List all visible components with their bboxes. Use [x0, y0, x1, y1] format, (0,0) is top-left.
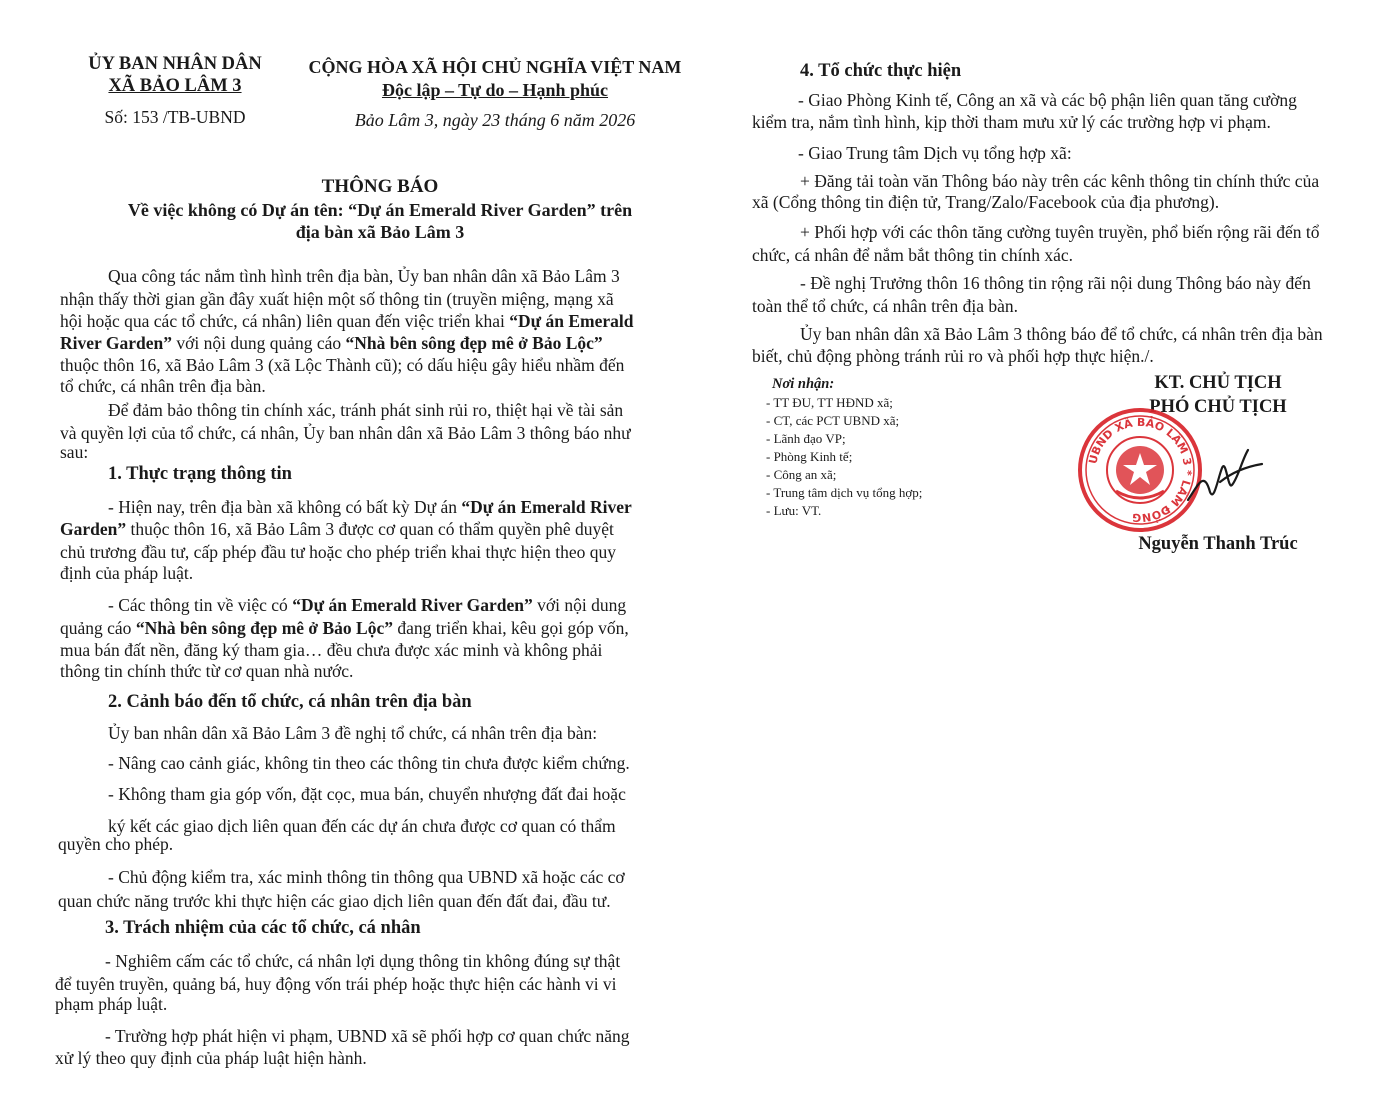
org-commune: XÃ BẢO LÂM 3 [108, 76, 242, 96]
signer-title: PHÓ CHỦ TỊCH [1149, 397, 1287, 417]
recipients-label: Nơi nhận: [772, 376, 835, 392]
intro-line: thuộc thôn 16, xã Bảo Lâm 3 (xã Lộc Thành cũ); có dấu hiệu gây hiểu nhầm đến [60, 355, 625, 375]
s1-line: mua bán đất nền, đăng ký tham gia… đều chưa được xác minh và không phải [60, 640, 603, 660]
s4-line: + Phối hợp với các thôn tăng cường tuyên truyền, phổ biến rộng rãi đến tổ [800, 222, 1320, 242]
notice-subject-line1: Về việc không có Dự án tên: “Dự án Emerald River Garden” trên [127, 200, 633, 220]
recipient-item: - Lưu: VT. [766, 503, 822, 518]
s3-line: phạm pháp luật. [55, 994, 168, 1014]
s1-line: - Các thông tin về việc có “Dự án Emerald River Garden” với nội dung [108, 595, 627, 615]
s4-line: xã (Cổng thông tin điện tử, Trang/Zalo/Facebook của địa phương). [752, 192, 1220, 212]
recipient-item: - TT ĐU, TT HĐND xã; [766, 395, 893, 410]
intro-line: Để đảm bảo thông tin chính xác, tránh phát sinh rủi ro, thiệt hại về tài sản [108, 400, 624, 420]
s4-line: - Giao Phòng Kinh tế, Công an xã và các bộ phận liên quan tăng cường [798, 90, 1297, 110]
intro-line: tổ chức, cá nhân trên địa bàn. [60, 376, 266, 396]
s4-line: chức, cá nhân để nắm bắt thông tin chính xác. [752, 245, 1073, 265]
s2-line: ký kết các giao dịch liên quan đến các dự án chưa được cơ quan có thẩm [108, 816, 616, 836]
issue-date: Bảo Lâm 3, ngày 23 tháng 6 năm 2026 [354, 110, 636, 130]
s2-line: - Chủ động kiểm tra, xác minh thông tin thông qua UBND xã hoặc các cơ [108, 867, 625, 887]
svg-text:UBND XÃ BẢO LÂM 3 * LÂM ĐỒNG: UBND XÃ BẢO LÂM 3 * LÂM ĐỒNG [1086, 415, 1195, 525]
s3-line: xử lý theo quy định của pháp luật hiện hành. [55, 1048, 367, 1068]
recipient-item: - Lãnh đạo VP; [766, 431, 846, 446]
document-number: Số: 153 /TB-UBND [104, 107, 246, 127]
signer-role: KT. CHỦ TỊCH [1154, 373, 1282, 393]
s1-line: chủ trương đầu tư, cấp phép đầu tư hoặc cho phép triển khai thực hiện theo quy [60, 542, 616, 562]
notice-type: THÔNG BÁO [321, 176, 439, 197]
s1-line: Garden” thuộc thôn 16, xã Bảo Lâm 3 được cơ quan có thẩm quyền phê duyệt [60, 519, 614, 539]
recipient-item: - Phòng Kinh tế; [766, 449, 853, 464]
s1-line: quảng cáo “Nhà bên sông đẹp mê ở Bảo Lộc” đang triển khai, kêu gọi góp vốn, [60, 618, 629, 638]
s2-line: quyền cho phép. [58, 834, 174, 854]
intro-line: nhận thấy thời gian gần đây xuất hiện một số thông tin (truyền miệng, mạng xã [60, 289, 614, 309]
intro-line: hội hoặc qua các tổ chức, cá nhân) liên quan đến việc triển khai “Dự án Emerald [60, 311, 634, 331]
section-1-title: 1. Thực trạng thông tin [108, 464, 292, 484]
intro-line: Qua công tác nắm tình hình trên địa bàn, Ủy ban nhân dân xã Bảo Lâm 3 [108, 266, 620, 286]
recipient-item: - Công an xã; [766, 467, 837, 482]
s4-line: kiểm tra, nắm tình hình, kịp thời tham mưu xử lý các trường hợp vi phạm. [752, 112, 1271, 132]
handwritten-signature-icon [1180, 430, 1270, 510]
section-4-title: 4. Tổ chức thực hiện [800, 61, 962, 81]
org-name: ỦY BAN NHÂN DÂN [88, 54, 262, 74]
s2-line: quan chức năng trước khi thực hiện các giao dịch liên quan đến đất đai, đầu tư. [58, 891, 611, 911]
s3-line: - Nghiêm cấm các tổ chức, cá nhân lợi dụng thông tin không đúng sự thật [105, 951, 621, 971]
s2-line: - Nâng cao cảnh giác, không tin theo các thông tin chưa được kiểm chứng. [108, 753, 630, 773]
left-column [0, 0, 682, 1100]
recipients-list [766, 394, 922, 520]
motto: Độc lập – Tự do – Hạnh phúc [381, 80, 609, 100]
intro-line: và quyền lợi của tổ chức, cá nhân, Ủy ban nhân dân xã Bảo Lâm 3 thông báo như [60, 423, 631, 443]
s1-line: định của pháp luật. [60, 563, 194, 583]
intro-line: River Garden” với nội dung quảng cáo “Nhà bên sông đẹp mê ở Bảo Lộc” [60, 333, 603, 353]
section-3-title: 3. Trách nhiệm của các tổ chức, cá nhân [105, 918, 421, 938]
nation-title: CỘNG HÒA XÃ HỘI CHỦ NGHĨA VIỆT NAM [308, 57, 682, 77]
signer-name: Nguyễn Thanh Trúc [1138, 534, 1298, 554]
s2-line: Ủy ban nhân dân xã Bảo Lâm 3 đề nghị tổ chức, cá nhân trên địa bàn: [108, 723, 598, 743]
s2-line: - Không tham gia góp vốn, đặt cọc, mua bán, chuyển nhượng đất đai hoặc [108, 784, 626, 804]
s4-line: + Đăng tải toàn văn Thông báo này trên các kênh thông tin chính thức của [800, 171, 1320, 191]
s1-line: - Hiện nay, trên địa bàn xã không có bất kỳ Dự án “Dự án Emerald River [108, 497, 632, 517]
closing-line: biết, chủ động phòng tránh rủi ro và phối hợp thực hiện./. [752, 346, 1154, 366]
s4-line: - Đề nghị Trưởng thôn 16 thông tin rộng rãi nội dung Thông báo này đến [800, 273, 1311, 293]
intro-line: sau: [60, 442, 89, 462]
s4-line: - Giao Trung tâm Dịch vụ tổng hợp xã: [798, 143, 1072, 163]
s1-line: thông tin chính thức từ cơ quan nhà nước. [60, 661, 354, 681]
notice-subject-line2: địa bàn xã Bảo Lâm 3 [295, 222, 465, 242]
s3-line: - Trường hợp phát hiện vi phạm, UBND xã sẽ phối hợp cơ quan chức năng [105, 1026, 630, 1046]
recipient-item: - Trung tâm dịch vụ tổng hợp; [766, 485, 923, 500]
section-2-title: 2. Cảnh báo đến tổ chức, cá nhân trên địa bàn [108, 692, 472, 712]
closing-line: Ủy ban nhân dân xã Bảo Lâm 3 thông báo để tổ chức, cá nhân trên địa bàn [800, 324, 1323, 344]
s3-line: để tuyên truyền, quảng bá, huy động vốn trái phép hoặc thực hiện các hành vi vi [55, 974, 617, 994]
s4-line: toàn thể tổ chức, cá nhân trên địa bàn. [752, 296, 1019, 316]
recipient-item: - CT, các PCT UBND xã; [766, 413, 900, 428]
